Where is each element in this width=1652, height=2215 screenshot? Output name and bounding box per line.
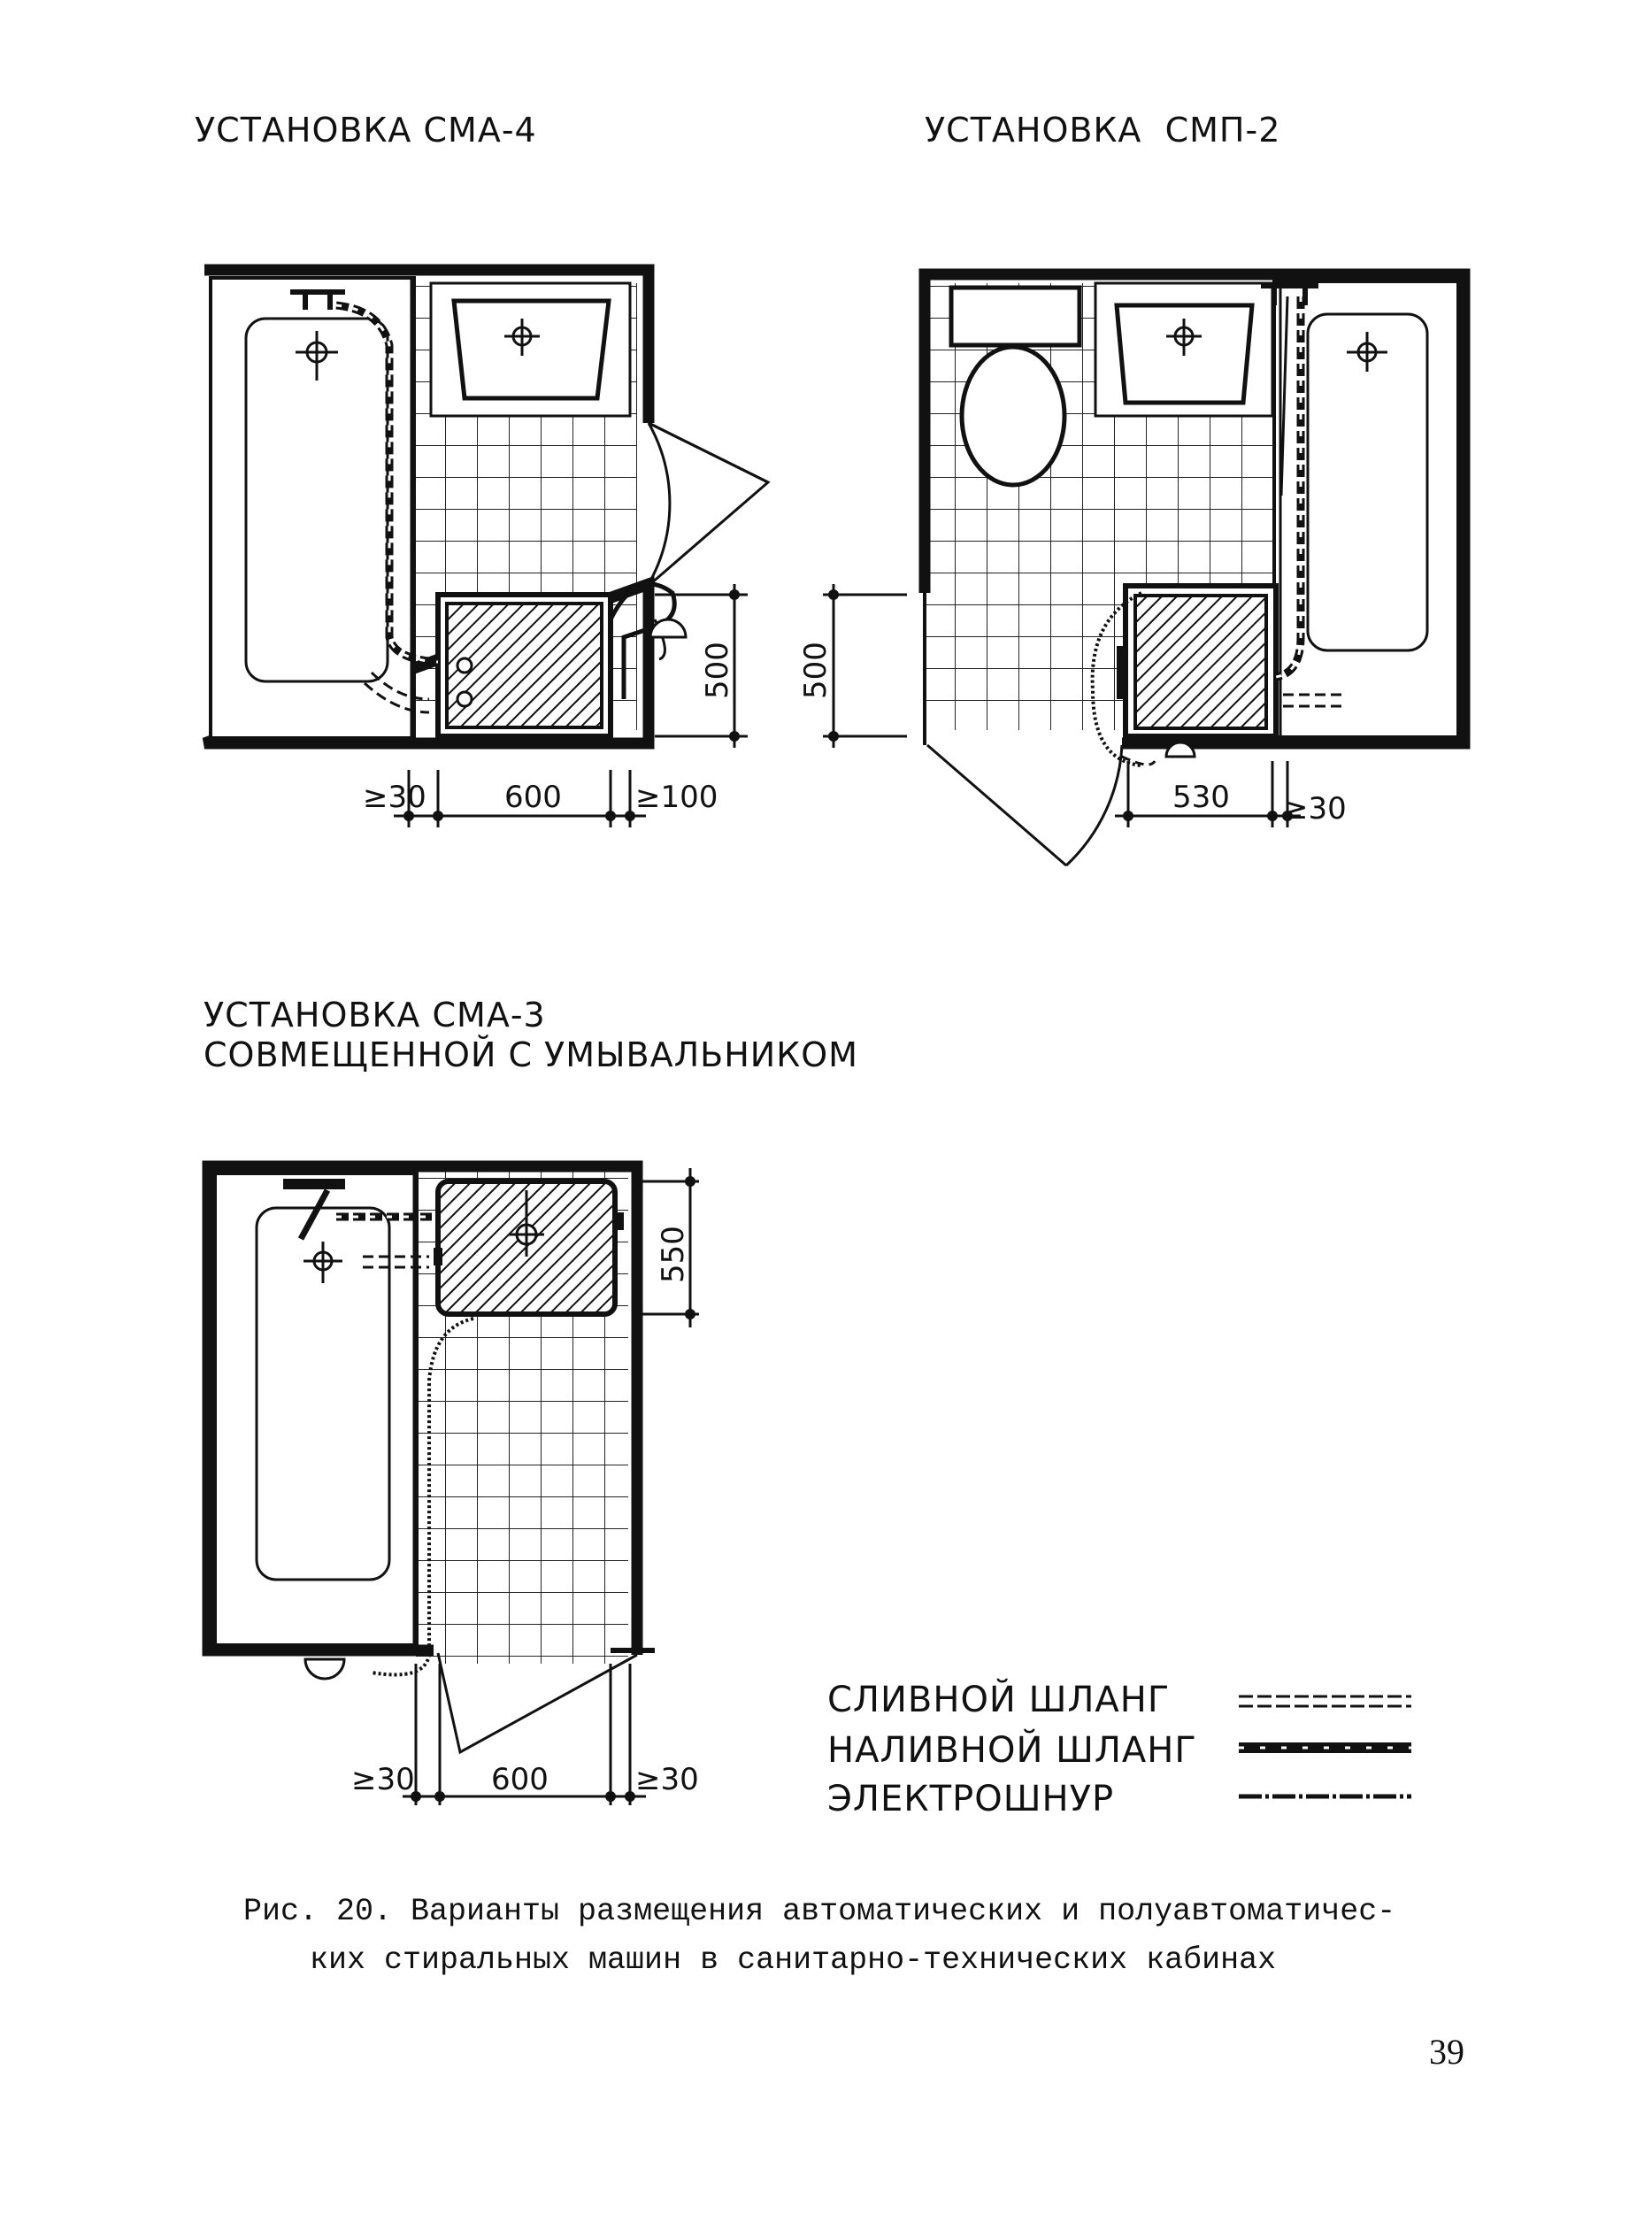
plan-sma4 [204, 270, 768, 827]
legend [1239, 1696, 1411, 1796]
dim-sma4-depth: 500 [700, 642, 735, 699]
bathtub [215, 1173, 417, 1645]
dim-smp2-width: 530 [1172, 780, 1230, 815]
figure-caption-line2: ких стиральных машин в санитарно-технических кабинах [310, 1942, 1277, 1978]
dim-sma3-width: 600 [491, 1762, 549, 1797]
washing-machine-with-basin [434, 1181, 624, 1314]
dim-sma4-right-gap: ≥100 [635, 780, 718, 815]
bathtub [211, 278, 414, 738]
dim-sma4-left-gap: ≥30 [363, 780, 426, 815]
figure-caption-line1: Рис. 20. Варианты размещения автоматических и полуавтоматичес- [243, 1894, 1396, 1929]
dim-sma4-width: 600 [504, 780, 562, 815]
title-sma4: УСТАНОВКА СМА-4 [195, 111, 537, 150]
legend-label-fill-hose: НАЛИВНОЙ ШЛАНГ [827, 1730, 1197, 1771]
plan-smp2 [823, 274, 1464, 865]
dim-smp2-right-gap: ≥30 [1283, 791, 1347, 827]
title-sma3-line1: УСТАНОВКА СМА-3 [204, 996, 546, 1034]
legend-label-drain-hose: СЛИВНОЙ ШЛАНГ [827, 1680, 1171, 1720]
title-smp2: УСТАНОВКА СМП-2 [925, 111, 1281, 150]
legend-label-power-cord: ЭЛЕКТРОШНУР [827, 1779, 1115, 1819]
dim-smp2-depth: 500 [798, 642, 834, 699]
dim-sma3-right-gap: ≥30 [635, 1762, 699, 1797]
legend-swatch-drain-hose [1239, 1696, 1411, 1706]
dim-sma3-left-gap: ≥30 [351, 1762, 415, 1797]
dim-sma3-depth: 550 [656, 1226, 691, 1283]
page-number: 39 [1429, 2032, 1464, 2072]
washbasin [431, 283, 630, 416]
plan-sma3 [208, 1166, 699, 1805]
title-sma3-line2: СОВМЕЩЕННОЙ С УМЫВАЛЬНИКОМ [204, 1035, 858, 1074]
washing-machine [1117, 586, 1276, 736]
washbasin [1095, 283, 1272, 416]
washing-machine [438, 595, 611, 736]
